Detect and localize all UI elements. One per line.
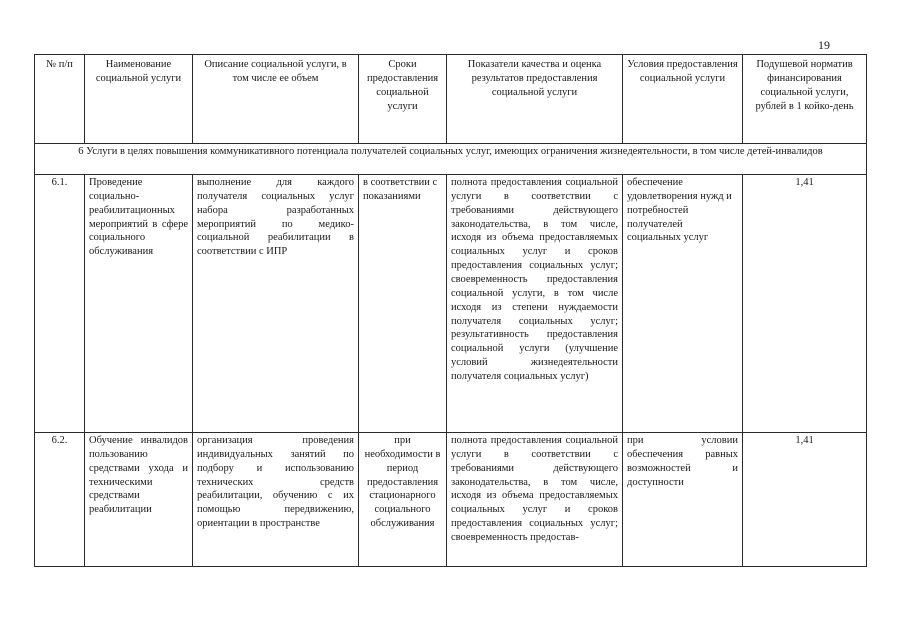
row-conditions: обеспечение удовлетворения нужд и потребностей получателей социальных услуг bbox=[623, 175, 743, 433]
header-row bbox=[35, 55, 867, 144]
row-service-name: Проведение социально-реабилитационных мероприятий в сфере социального обслуживания bbox=[85, 175, 193, 433]
header-rate: Подушевой норматив финансирования социальной услуги, рублей в 1 койко-день bbox=[743, 55, 867, 144]
header-quality: Показатели качества и оценка результатов предоставления социальной услуги bbox=[447, 55, 623, 144]
row-service-name: Обучение инвалидов пользованию средствами ухода и техническими средствами реабилитации bbox=[85, 433, 193, 567]
section-row bbox=[35, 144, 867, 175]
row-terms: при необходимости в период предоставления стационарного социального обслуживания bbox=[359, 433, 447, 567]
section-title: 6 Услуги в целях повышения коммуникативного потенциала получателей социальных услуг, имеющих ограничения жизнедеятельности, в том числе детей-инвалидов bbox=[35, 144, 867, 175]
header-description: Описание социальной услуги, в том числе ее объем bbox=[193, 55, 359, 144]
table-row bbox=[35, 433, 867, 567]
header-number: № п/п bbox=[35, 55, 85, 144]
row-rate: 1,41 bbox=[743, 175, 867, 433]
row-description: выполнение для каждого получателя социальных услуг набора разработанных мероприятий по медико-социальной реабилитации в соответствии с ИПР bbox=[193, 175, 359, 433]
row-quality: полнота предоставления социальной услуги в соответствии с требованиями действующего законодательства, в том числе, исходя из объема предоставляемых социальных услуг и сроков предоставления социальных услуг; своевременность предостав- bbox=[447, 433, 623, 567]
row-number: 6.1. bbox=[35, 175, 85, 433]
row-quality: полнота предоставления социальной услуги в соответствии с требованиями действующего законодательства, в том числе, исходя из объема предоставляемых социальных услуг и сроков предоставления социальных услуг; своевременность предоставления социальной услуги, в том числе исходя из степени нуждаемости получателя социальных услуг; результативность предоставления социальной услуги (улучшение условий жизнедеятельности получателя социальных услуг) bbox=[447, 175, 623, 433]
row-rate: 1,41 bbox=[743, 433, 867, 567]
services-table bbox=[34, 54, 867, 567]
table-row bbox=[35, 175, 867, 433]
page-number: 19 bbox=[818, 38, 830, 52]
header-conditions: Условия предоставления социальной услуги bbox=[623, 55, 743, 144]
row-description: организация проведения индивидуальных занятий по подбору и использованию технических средств реабилитации, обучению с их помощью передвижению, ориентации в пространстве bbox=[193, 433, 359, 567]
row-terms: в соответствии с показаниями bbox=[359, 175, 447, 433]
header-terms: Сроки предоставления социальной услуги bbox=[359, 55, 447, 144]
row-conditions: при условии обеспечения равных возможностей и доступности bbox=[623, 433, 743, 567]
row-number: 6.2. bbox=[35, 433, 85, 567]
header-service-name: Наименование социальной услуги bbox=[85, 55, 193, 144]
